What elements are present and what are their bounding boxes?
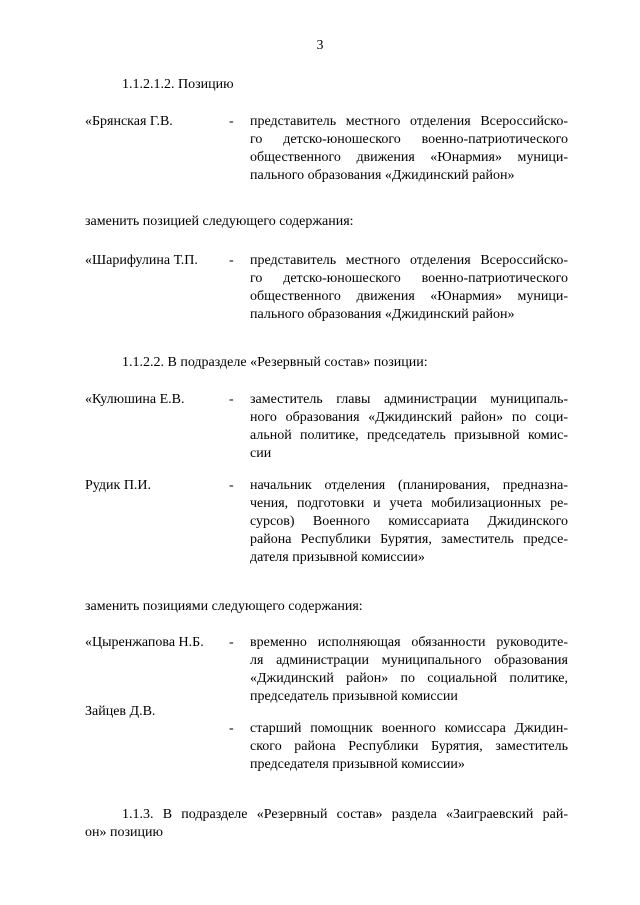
description-line: ля администрации муниципального образования	[250, 653, 568, 668]
replace-instruction: заменить позициями следующего содержания:	[85, 599, 363, 614]
member-description	[250, 391, 568, 463]
dash-separator: -	[229, 253, 234, 268]
dash-separator: -	[229, 478, 234, 493]
member-name: Рудик П.И.	[85, 478, 152, 493]
member-description	[250, 113, 568, 185]
member-name: Зайцев Д.В.	[85, 704, 156, 719]
description-line: начальник отделения (планирования, предназна-	[250, 478, 568, 493]
description-line: заместитель главы администрации муниципаль-	[250, 392, 568, 407]
member-name: «Кулюшина Е.В.	[85, 392, 185, 407]
description-line: пального образования «Джидинский район»	[250, 168, 515, 183]
description-line: представитель местного отделения Всероссийско-	[250, 114, 568, 129]
section-heading: 1.1.2.1.2. Позицию	[122, 77, 234, 92]
description-line: представитель местного отделения Всероссийско-	[250, 253, 568, 268]
member-name: «Брянская Г.В.	[85, 114, 173, 129]
dash-separator: -	[229, 114, 234, 129]
paragraph-line: 1.1.3. В подразделе «Резервный состав» раздела «Заиграевский рай-	[122, 807, 568, 822]
description-line: чения, подготовки и учета мобилизационных ре-	[250, 496, 568, 511]
description-line: сурсов) Военного комиссариата Джидинского	[250, 514, 568, 529]
dash-separator: -	[229, 721, 234, 736]
description-line: ского района Республики Бурятия, заместитель	[250, 739, 568, 754]
section-paragraph	[85, 806, 568, 842]
description-line: общественного движения «Юнармия» муници-	[250, 289, 568, 304]
member-description	[250, 720, 568, 774]
dash-separator: -	[229, 392, 234, 407]
description-line: альной политике, председатель призывной комис-	[250, 428, 568, 443]
description-line: ного образования «Джидинский район» по соци-	[250, 410, 568, 425]
replace-instruction: заменить позицией следующего содержания:	[85, 214, 354, 229]
description-line: «Джидинский район» по социальной политике,	[250, 671, 568, 686]
member-description	[250, 634, 568, 706]
dash-separator: -	[229, 635, 234, 650]
member-name: «Цыренжапова Н.Б.	[85, 635, 204, 650]
member-description	[250, 477, 568, 567]
description-line: председателя призывной комиссии»	[250, 757, 465, 772]
description-line: сии	[250, 446, 272, 461]
member-description	[250, 252, 568, 324]
section-heading: 1.1.2.2. В подразделе «Резервный состав» позиции:	[122, 355, 428, 370]
description-line: го детско-юношеского военно-патриотического	[250, 132, 568, 147]
description-line: дателя призывной комиссии»	[250, 550, 425, 565]
description-line: временно исполняющая обязанности руководите-	[250, 635, 568, 650]
description-line: председатель призывной комиссии	[250, 689, 458, 704]
description-line: го детско-юношеского военно-патриотического	[250, 271, 568, 286]
description-line: пального образования «Джидинский район»	[250, 307, 515, 322]
member-name: «Шарифулина Т.П.	[85, 253, 198, 268]
page-number: 3	[316, 38, 324, 53]
description-line: района Республики Бурятия, заместитель предсе-	[250, 532, 568, 547]
description-line: общественного движения «Юнармия» муници-	[250, 150, 568, 165]
description-line: старший помощник военного комиссара Джидин-	[250, 721, 568, 736]
paragraph-line: он» позицию	[85, 825, 163, 840]
